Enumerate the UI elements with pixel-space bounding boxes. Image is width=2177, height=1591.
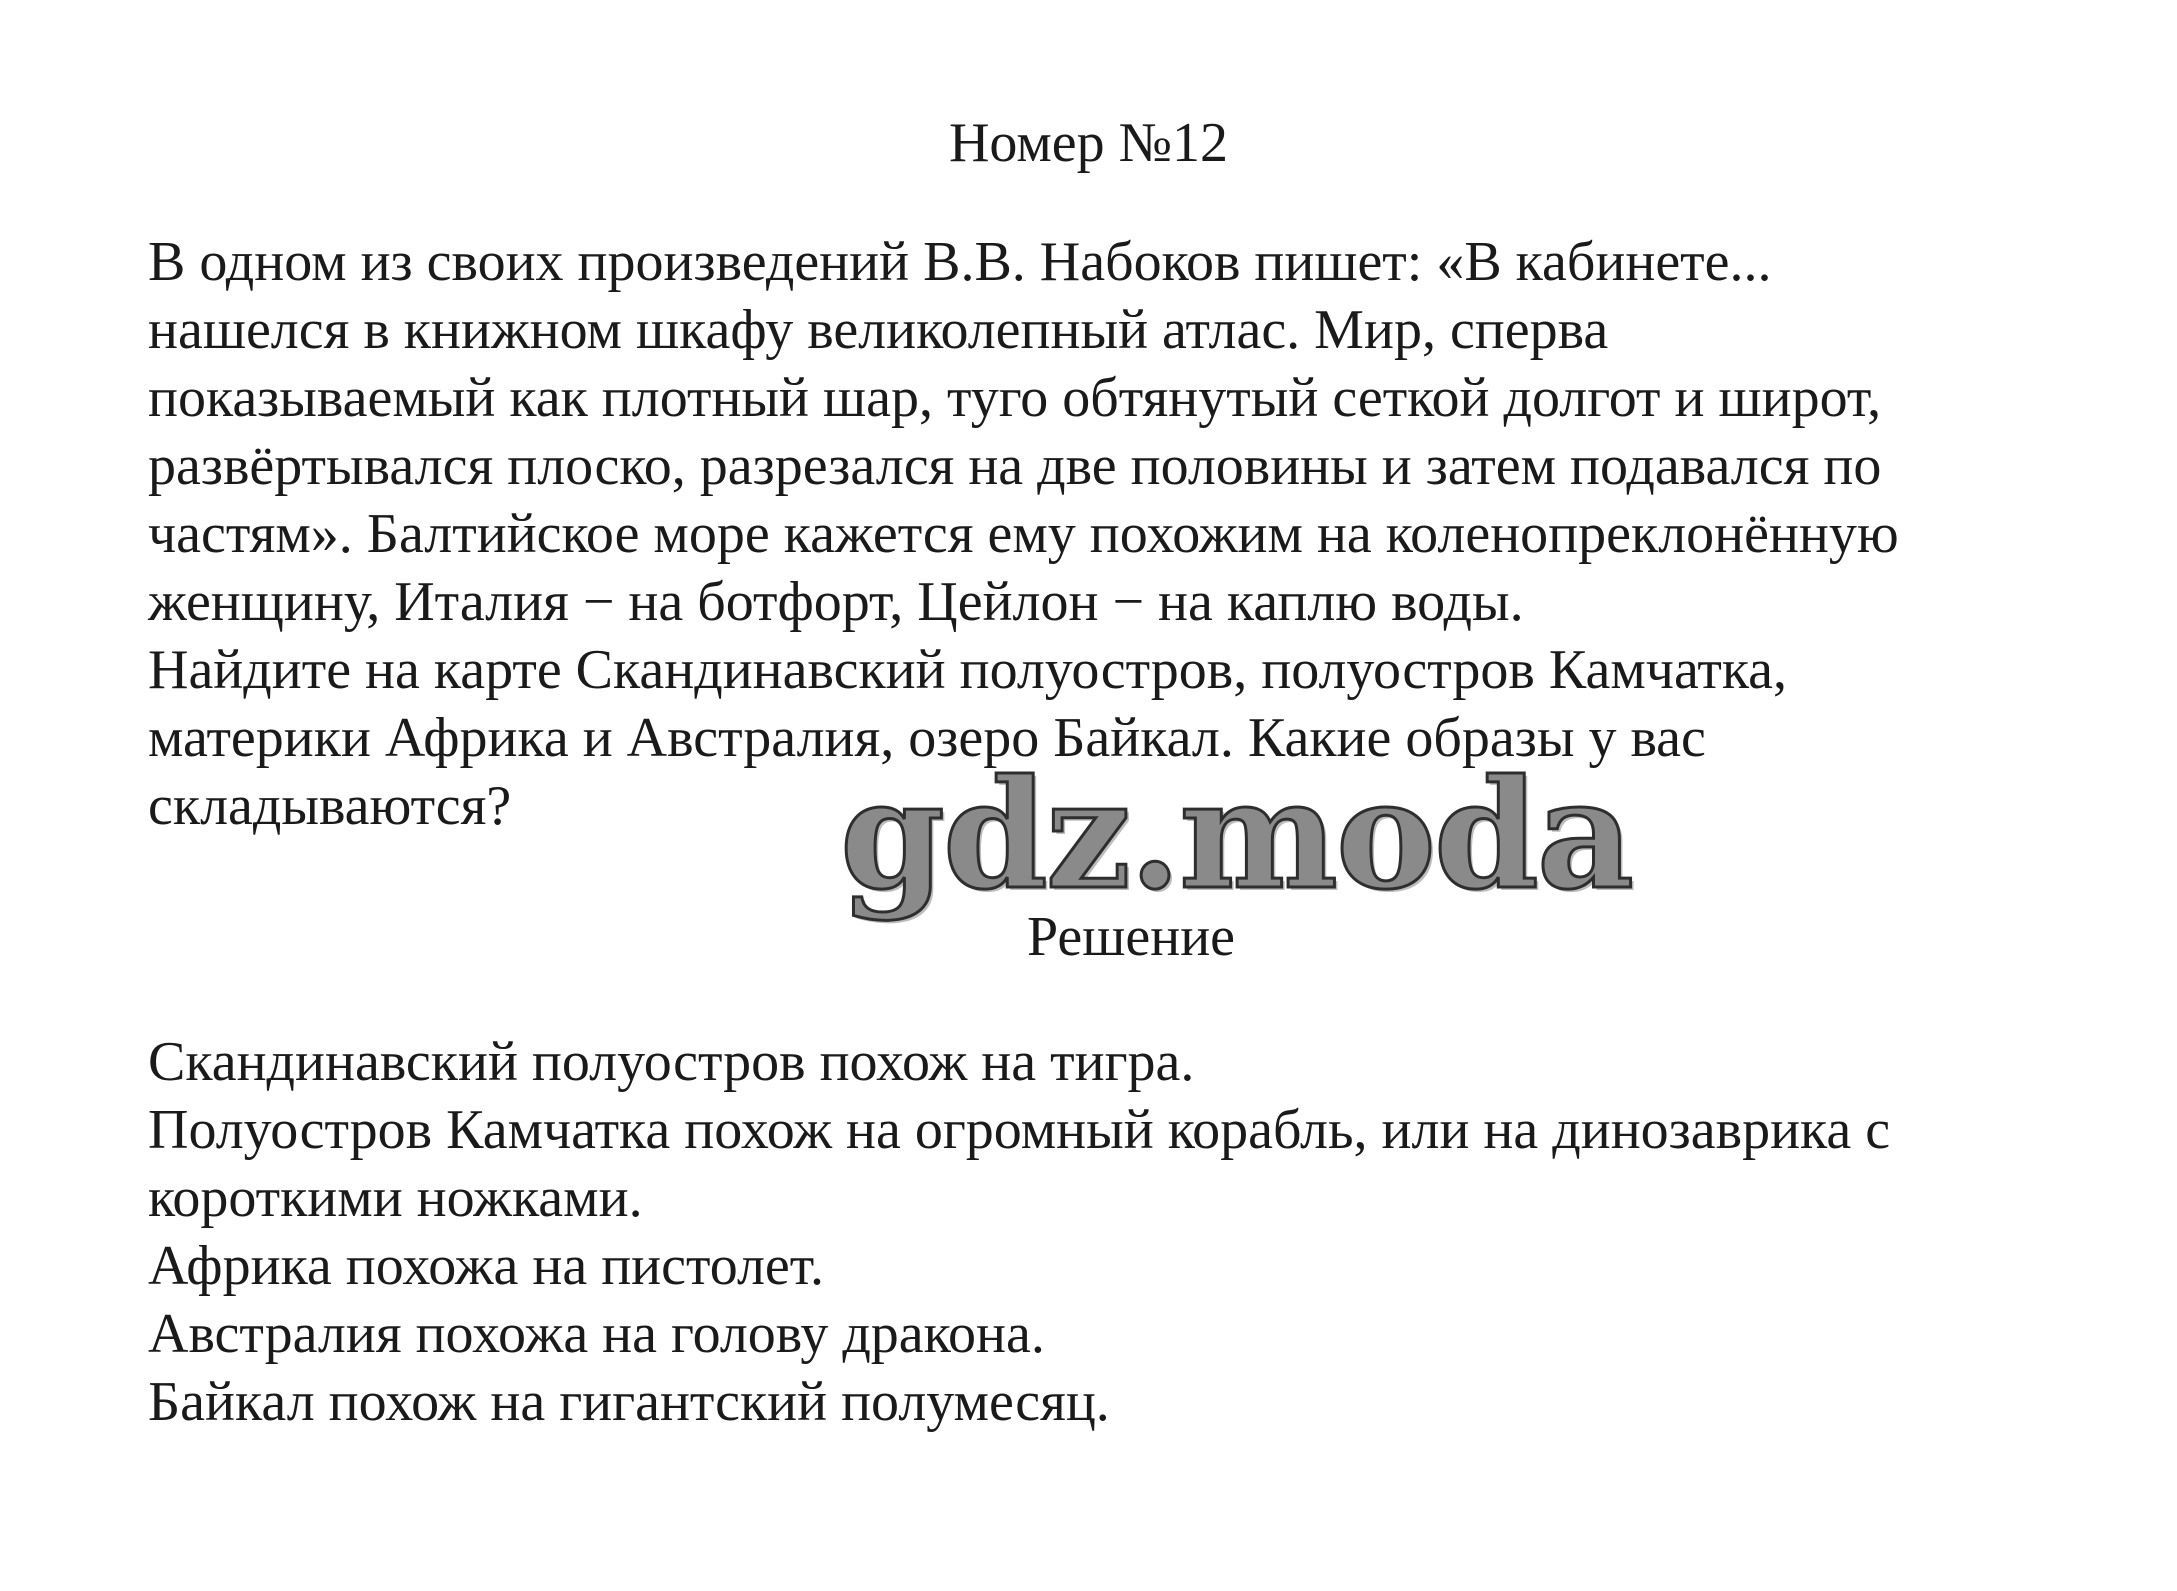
solution-text	[148, 1028, 2128, 1436]
solution-line: Байкал похож на гигантский полумесяц.	[148, 1371, 1110, 1433]
task-line: складываются?	[148, 775, 512, 837]
solution-heading: Решение	[1026, 906, 1236, 968]
task-line: материки Африка и Австралия, озеро Байкал. Какие образы у вас	[148, 707, 1706, 769]
solution-line: короткими ножками.	[148, 1167, 643, 1229]
task-line: женщину, Италия − на ботфорт, Цейлон − на каплю воды.	[148, 571, 1524, 633]
solution-line: Скандинавский полуостров похож на тигра.	[148, 1031, 1195, 1093]
task-line: Найдите на карте Скандинавский полуостров, полуостров Камчатка,	[148, 639, 1788, 701]
task-line: частям». Балтийское море кажется ему похожим на коленопреклонённую	[148, 503, 1899, 565]
task-line: показываемый как плотный шар, туго обтянутый сеткой долгот и широт,	[148, 367, 1882, 429]
solution-line: Австралия похожа на голову дракона.	[148, 1303, 1045, 1365]
page-title: Номер №12	[948, 112, 1229, 174]
watermark-logo: gdz.moda	[840, 747, 1633, 923]
task-line: В одном из своих произведений В.В. Набоков пишет: «В кабинете...	[148, 231, 1772, 293]
task-line: развёртывался плоско, разрезался на две половины и затем подавался по	[148, 435, 1882, 497]
solution-line: Полуостров Камчатка похож на огромный корабль, или на динозаврика с	[148, 1099, 1891, 1161]
task-line: нашелся в книжном шкафу великолепный атлас. Мир, сперва	[148, 299, 1609, 361]
solution-line: Африка похожа на пистолет.	[148, 1235, 825, 1297]
